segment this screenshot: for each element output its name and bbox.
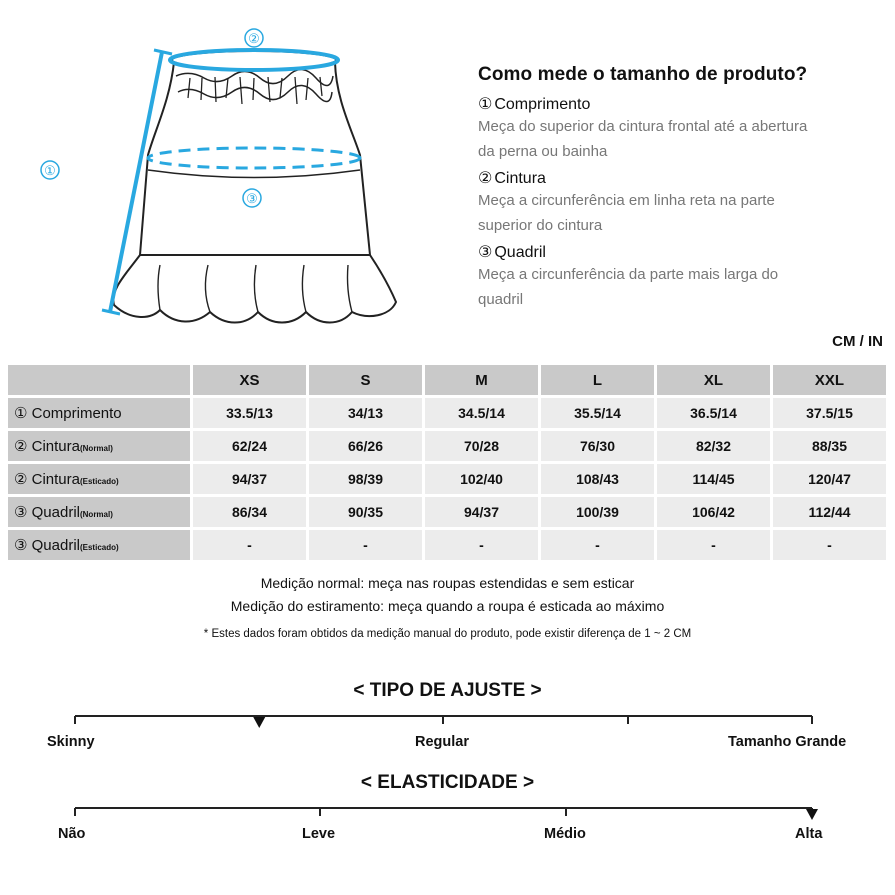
size-table [5, 362, 889, 563]
row-name: Cintura [31, 438, 80, 455]
table-cell: 70/28 [425, 431, 538, 461]
row-sub: (Esticado) [79, 543, 119, 552]
row-number: ③ [14, 504, 28, 521]
row-number: ② [14, 471, 28, 488]
table-header-row [8, 365, 886, 395]
table-cell: 102/40 [425, 464, 538, 494]
elasticity-label-light: Leve [302, 826, 336, 842]
table-cell: 94/37 [193, 464, 306, 494]
howto-item-waist [478, 168, 873, 188]
table-row [8, 431, 886, 461]
item-number: ① [478, 96, 493, 113]
table-cell: 100/39 [541, 497, 654, 527]
table-cell: 94/37 [425, 497, 538, 527]
table-cell: 34/13 [309, 398, 422, 428]
howto-desc-hip [478, 262, 873, 312]
howto-desc-length [478, 114, 873, 164]
item-number: ② [478, 170, 493, 187]
size-header: S [309, 365, 422, 395]
size-header: XXL [773, 365, 886, 395]
fit-marker-icon [253, 717, 265, 728]
row-number: ① [14, 405, 28, 422]
table-cell: 120/47 [773, 464, 886, 494]
row-name: Cintura [31, 471, 80, 488]
table-cell: - [193, 530, 306, 560]
table-row [8, 530, 886, 560]
size-header: XL [657, 365, 770, 395]
row-name: Quadril [31, 504, 80, 521]
size-header: L [541, 365, 654, 395]
skirt-illustration [30, 20, 450, 350]
table-cell: 35.5/14 [541, 398, 654, 428]
table-cell: - [773, 530, 886, 560]
table-cell: 82/32 [657, 431, 770, 461]
how-to-measure [478, 64, 873, 312]
note-stretch: Medição do estiramento: meça quando a roupa é esticada ao máximo [230, 598, 665, 614]
fit-scale-title: < TIPO DE AJUSTE > [353, 680, 542, 701]
desc-line: Meça a circunferência em linha reta na parte [478, 192, 775, 209]
table-cell: - [657, 530, 770, 560]
table-cell: - [425, 530, 538, 560]
footnote: * Estes dados foram obtidos da medição manual do produto, pode existir diferença de 1 ~ 2 CM [203, 628, 692, 640]
row-name: Quadril [31, 537, 80, 554]
table-cell: 86/34 [193, 497, 306, 527]
table-cell: 62/24 [193, 431, 306, 461]
elasticity-scale-bar [0, 798, 895, 828]
row-header [8, 530, 190, 560]
row-header [8, 398, 190, 428]
row-header [8, 464, 190, 494]
howto-item-length [478, 94, 873, 114]
fit-label-skinny: Skinny [47, 734, 95, 750]
table-cell: 34.5/14 [425, 398, 538, 428]
skirt-drawing [30, 20, 450, 350]
size-header: M [425, 365, 538, 395]
table-cell: 37.5/15 [773, 398, 886, 428]
table-cell: 33.5/13 [193, 398, 306, 428]
row-header [8, 497, 190, 527]
table-row [8, 497, 886, 527]
elasticity-label-medium: Médio [544, 826, 586, 842]
table-cell: - [309, 530, 422, 560]
table-cell: 106/42 [657, 497, 770, 527]
desc-line: da perna ou bainha [478, 143, 608, 160]
fit-label-regular: Regular [415, 734, 469, 750]
howto-desc-waist [478, 188, 873, 238]
units-label: CM / IN [832, 333, 883, 350]
item-name: Quadril [494, 244, 546, 261]
size-header: XS [193, 365, 306, 395]
label-2: ② [248, 31, 260, 46]
note-normal: Medição normal: meça nas roupas estendidas e sem esticar [260, 575, 635, 591]
elasticity-marker-icon [806, 809, 818, 820]
row-header [8, 431, 190, 461]
label-3: ③ [246, 191, 258, 206]
table-cell: 114/45 [657, 464, 770, 494]
table-corner [8, 365, 190, 395]
table-cell: 108/43 [541, 464, 654, 494]
desc-line: quadril [478, 291, 524, 308]
table-cell: 88/35 [773, 431, 886, 461]
item-name: Comprimento [494, 96, 591, 113]
table-cell: 90/35 [309, 497, 422, 527]
table-cell: 112/44 [773, 497, 886, 527]
label-1: ① [44, 163, 56, 178]
row-sub: (Normal) [79, 510, 113, 519]
table-row [8, 398, 886, 428]
row-number: ③ [14, 537, 28, 554]
table-cell: 76/30 [541, 431, 654, 461]
elasticity-label-none: Não [58, 826, 86, 842]
measurement-notes [0, 572, 895, 640]
fit-label-large: Tamanho Grande [728, 734, 847, 750]
table-cell: 66/26 [309, 431, 422, 461]
item-number: ③ [478, 244, 493, 261]
row-sub: (Esticado) [79, 477, 119, 486]
item-name: Cintura [494, 170, 546, 187]
table-cell: - [541, 530, 654, 560]
row-number: ② [14, 438, 28, 455]
row-name: Comprimento [31, 405, 122, 422]
howto-item-hip [478, 242, 873, 262]
table-cell: 36.5/14 [657, 398, 770, 428]
fit-type-scale [0, 676, 895, 766]
table-cell: 98/39 [309, 464, 422, 494]
table-row [8, 464, 886, 494]
row-sub: (Normal) [79, 444, 113, 453]
elasticity-scale-title: < ELASTICIDADE > [360, 772, 535, 793]
howto-title: Como mede o tamanho de produto? [478, 64, 808, 85]
desc-line: superior do cintura [478, 217, 603, 234]
elasticity-scale [0, 768, 895, 858]
desc-line: Meça a circunferência da parte mais larga do [478, 266, 779, 283]
desc-line: Meça do superior da cintura frontal até a abertura [478, 118, 808, 135]
elasticity-label-high: Alta [795, 826, 823, 842]
fit-scale-bar [0, 706, 895, 736]
